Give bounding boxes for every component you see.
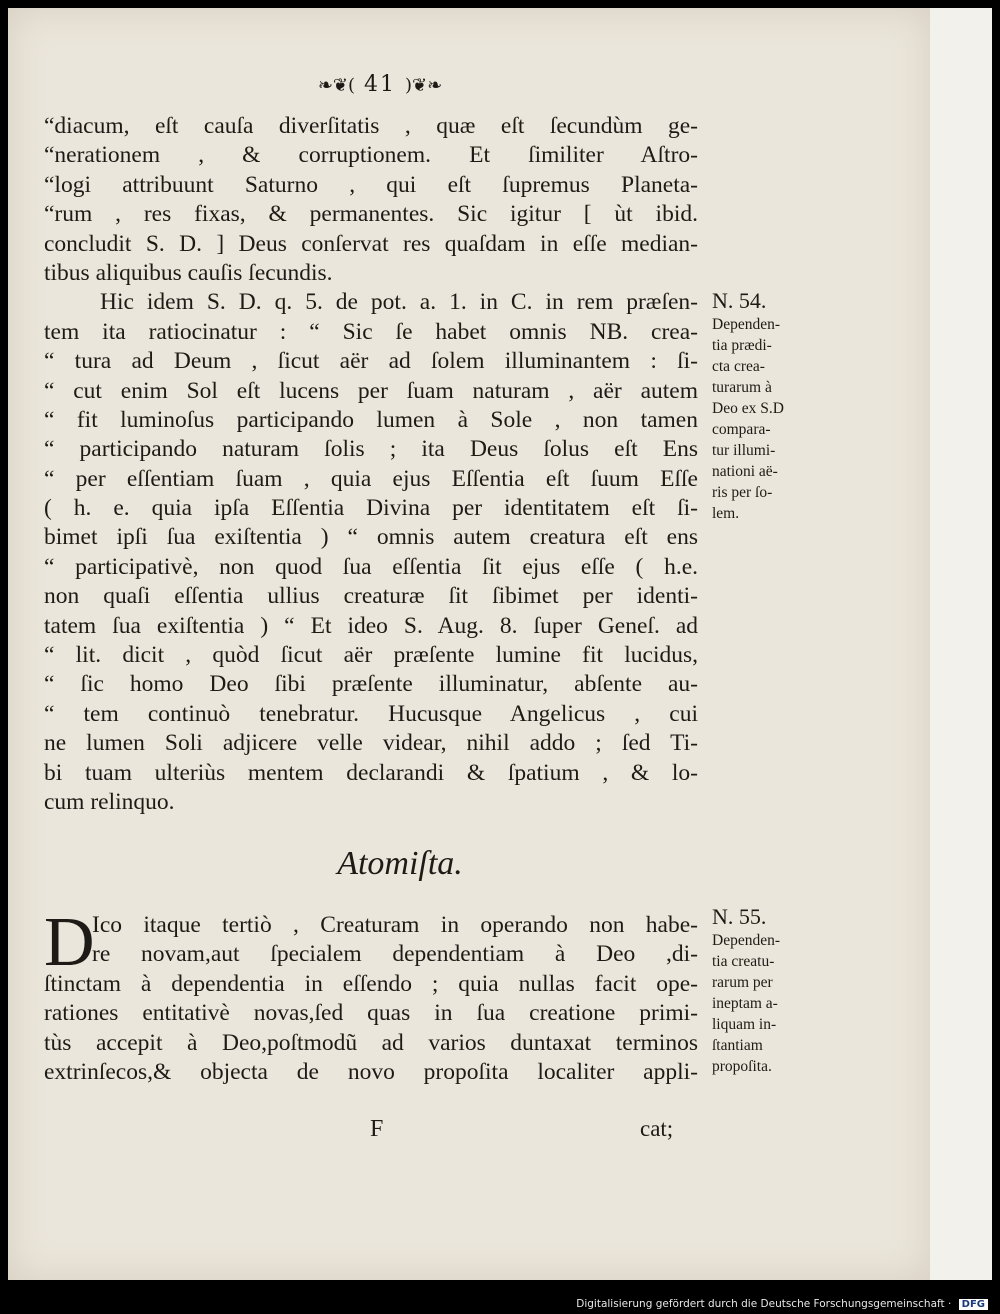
text-line: “ participativè, non quod ſua eſſentia ſit ejus eſſe ( h.e. bbox=[44, 553, 698, 580]
text-line: “ tura ad Deum , ſicut aër ad ſolem illuminantem : ſi- bbox=[44, 348, 698, 375]
page-header bbox=[280, 72, 480, 104]
text-line: “ participando naturam ſolis ; ita Deus ſolus eſt Ens bbox=[44, 436, 698, 463]
text-line: “ lit. dicit , quòd ſicut aër præſente lumine fit lucidus, bbox=[44, 642, 698, 669]
marginal-line: propoſita. bbox=[712, 1058, 772, 1075]
ornament-left-icon: ❧❦( bbox=[317, 75, 355, 96]
text-line: cum relinquo. bbox=[44, 788, 175, 815]
marginal-line: Dependen- bbox=[712, 932, 780, 949]
text-line: tùs accepit à Deo,poſtmodũ ad varios duntaxat terminos bbox=[44, 1029, 698, 1056]
marginal-line: ineptam a- bbox=[712, 995, 778, 1012]
marginal-line: tur illumi- bbox=[712, 442, 776, 459]
text-line: tatem ſua exiſtentia ) “ Et ideo S. Aug. 8. ſuper Geneſ. ad bbox=[44, 612, 698, 639]
marginal-line: compara- bbox=[712, 421, 771, 438]
text-line: Ico itaque tertiò , Creaturam in operando non habe- bbox=[92, 912, 698, 938]
section-heading: Atomiſta. bbox=[337, 845, 463, 882]
text-line: rationes entitativè novas,ſed quas in ſua creatione primi- bbox=[44, 1000, 698, 1027]
marginal-line: rarum per bbox=[712, 974, 773, 991]
main-text bbox=[44, 112, 698, 817]
text-line: ne lumen Soli adjicere velle videar, nihil addo ; ſed Ti- bbox=[44, 730, 698, 757]
text-line: “logi attribuunt Saturno , qui eſt ſupremus Planeta- bbox=[44, 171, 698, 198]
marginal-line: liquam in- bbox=[712, 1016, 777, 1033]
catchword: cat; bbox=[640, 1116, 674, 1141]
text-line: “rum , res fixas, & permanentes. Sic igitur [ ùt ibid. bbox=[44, 201, 698, 228]
paragraph-atomista bbox=[44, 904, 698, 1086]
marginal-line: cta crea- bbox=[712, 358, 765, 375]
text-line: “nerationem , & corruptionem. Et ſimiliter Aſtro- bbox=[44, 142, 698, 169]
text-line: “diacum, eſt cauſa diverſitatis , quæ eſt ſecundùm ge- bbox=[44, 113, 698, 139]
footer-text: Digitalisierung gefördert durch die Deutsche Forschungsgemeinschaft · bbox=[576, 1298, 952, 1310]
marginal-line: tia prædi- bbox=[712, 337, 772, 354]
text-line: bimet ipſi ſua exiſtentia ) “ omnis autem creatura eſt ens bbox=[44, 524, 698, 551]
marginal-line: nationi aë- bbox=[712, 463, 778, 480]
text-line: concludit S. D. ] Deus conſervat res quaſdam in eſſe median- bbox=[44, 230, 698, 257]
text-line: ( h. e. quia ipſa Eſſentia Divina per identitatem eſt ſi- bbox=[44, 495, 698, 522]
funding-footer bbox=[576, 1298, 988, 1310]
text-line: re novam,aut ſpecialem dependentiam à Deo ,di- bbox=[92, 941, 698, 968]
marginal-line: Dependen- bbox=[712, 316, 780, 333]
text-line: Hic idem S. D. q. 5. de pot. a. 1. in C. in rem præſen- bbox=[100, 289, 698, 316]
text-line: non quaſi eſſentia ullius creaturæ ſit ſibimet per identi- bbox=[44, 583, 698, 610]
text-line: extrinſecos,& objecta de novo propoſita localiter appli- bbox=[44, 1058, 698, 1085]
signature-mark: F bbox=[370, 1116, 384, 1142]
text-line: “ tem continuò tenebratur. Hucusque Angelicus , cui bbox=[44, 700, 698, 727]
page-number: 41 bbox=[364, 72, 396, 97]
text-line: ſtinctam à dependentia in eſſendo ; quia nullas facit ope- bbox=[44, 970, 698, 997]
text-line: bi tuam ulteriùs mentem declarandi & ſpatium , & lo- bbox=[44, 759, 698, 786]
text-line: “ cut enim Sol eſt lucens per ſuam naturam , aër autem bbox=[44, 377, 698, 404]
ornament-right-icon: )❦❧ bbox=[405, 75, 443, 96]
text-line: “ fit luminoſus participando lumen à Sole , non tamen bbox=[44, 406, 698, 433]
text-line: tibus aliquibus cauſis ſecundis. bbox=[44, 259, 333, 286]
page-edge bbox=[930, 8, 992, 1280]
marginal-line: ſtantiam bbox=[712, 1037, 763, 1054]
marginal-line: tia creatu- bbox=[712, 953, 775, 970]
marginal-line: ris per ſo- bbox=[712, 484, 773, 501]
marginal-note-54 bbox=[712, 288, 812, 524]
marginal-number: N. 55. bbox=[712, 904, 767, 929]
marginal-line: lem. bbox=[712, 505, 740, 522]
text-line: “ ſic homo Deo ſibi præſente illuminatur, abſente au- bbox=[44, 671, 698, 698]
marginal-note-55 bbox=[712, 904, 812, 1077]
marginal-line: turarum à bbox=[712, 379, 772, 396]
marginal-number: N. 54. bbox=[712, 288, 767, 313]
dfg-logo-icon: DFG bbox=[959, 1299, 988, 1310]
drop-cap: D bbox=[44, 904, 95, 981]
text-line: tem ita ratiocinatur : “ Sic ſe habet omnis NB. crea- bbox=[44, 318, 698, 345]
marginal-line: Deo ex S.D bbox=[712, 400, 784, 417]
text-line: “ per eſſentiam ſuam , quia ejus Eſſentia eſt ſuum Eſſe bbox=[44, 465, 698, 492]
